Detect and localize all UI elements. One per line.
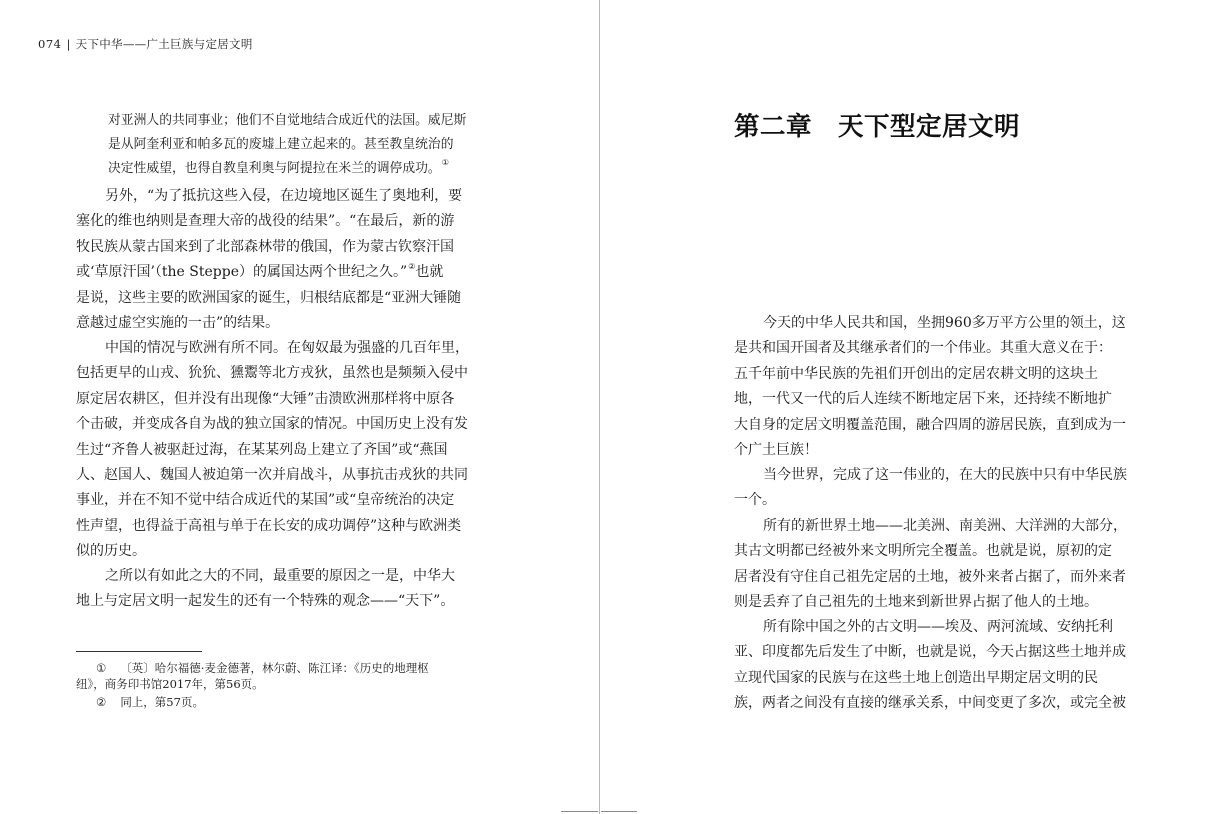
footnote-line: 纽》，商务印书馆2017年，第56页。 <box>76 677 264 692</box>
paragraph-line: 事业，并在不知不觉中结合成近代的某国”或“皇帝统治的决定 <box>76 492 455 509</box>
running-head-separator: | <box>66 37 71 51</box>
paragraph-line: 居者没有守住自己祖先定居的土地，被外来者占据了，而外来者 <box>734 568 1126 585</box>
footnote-rule <box>76 651 202 652</box>
paragraph-line: 是共和国开国者及其继承者们的一个伟业。其重大意义在于： <box>734 340 1112 357</box>
gutter-line <box>599 0 600 814</box>
book-title: 天下中华——广土巨族与定居文明 <box>75 37 253 51</box>
footnote-1 <box>76 660 429 693</box>
paragraph-line: 人、赵国人、魏国人被迫第一次并肩战斗，从事抗击戎狄的共同 <box>76 466 468 483</box>
quote-line: 对亚洲人的共同事业；他们不自觉地结合成近代的法国。威尼斯 <box>108 113 467 128</box>
page-edge-mark <box>561 811 598 812</box>
paragraph-line: 中国的情况与欧洲有所不同。在匈奴最为强盛的几百年里， <box>105 340 469 356</box>
paragraph <box>76 184 462 336</box>
paragraph-line: 意越过虚空实施的一击”的结果。 <box>76 314 280 331</box>
quote-line: 是从阿奎利亚和帕多瓦的废墟上建立起来的。甚至教皇统治的 <box>108 137 454 152</box>
paragraph-line: 或‘草原汗国’（the Steppe）的属国达两个世纪之久。”②也就 <box>76 262 444 281</box>
paragraph <box>734 311 1126 463</box>
paragraph-line: 亚、印度都先后发生了中断，也就是说，今天占据这些土地并成 <box>734 644 1126 661</box>
paragraph-line: 所有的新世界土地——北美洲、南美洲、大洋洲的大部分， <box>763 518 1127 534</box>
footnote-mark: ① <box>96 661 107 675</box>
paragraph-line: 个击破，并变成各自为战的独立国家的情况。中国历史上没有发 <box>76 416 468 433</box>
paragraph <box>734 514 1127 616</box>
footnote-2 <box>96 694 204 710</box>
paragraph-line: 个广土巨族！ <box>734 441 818 458</box>
paragraph-line: 之所以有如此之大的不同，最重要的原因之一是，中华大 <box>105 568 455 584</box>
footnote-ref-1[interactable]: ① <box>441 158 449 167</box>
footnote-mark: ② <box>96 695 107 709</box>
paragraph <box>76 336 469 565</box>
paragraph <box>734 463 1127 514</box>
paragraph-line: 是说，这些主要的欧洲国家的诞生，归根结底都是“亚洲大锤随 <box>76 289 462 306</box>
paragraph-line: 五千年前中华民族的先祖们开创出的定居农耕文明的这块土 <box>734 365 1098 382</box>
paragraph <box>734 615 1126 717</box>
paragraph-line: 生过“齐鲁人被驱赶过海，在某某列岛上建立了齐国”或“燕国 <box>76 441 448 458</box>
quote-line: 决定性威望，也得自教皇利奥与阿提拉在米兰的调停成功。① <box>108 158 449 176</box>
paragraph <box>76 564 455 615</box>
paragraph-line: 包括更早的山戎、狁狁、獯鬻等北方戎狄，虽然也是频频入侵中 <box>76 365 468 382</box>
paragraph-line: 牧民族从蒙古国来到了北部森林带的俄国，作为蒙古钦察汗国 <box>76 238 454 255</box>
left-page <box>0 0 598 814</box>
block-quote <box>108 109 466 181</box>
paragraph-line: 塞化的维也纳则是查理大帝的战役的结果”。“在最后，新的游 <box>76 213 455 230</box>
page-edge-mark <box>601 811 637 812</box>
paragraph-line: 大自身的定居文明覆盖范围，融合四周的游居民族，直到成为一 <box>734 416 1126 433</box>
running-head <box>38 36 253 52</box>
paragraph-line: 其古文明都已经被外来文明所完全覆盖。也就是说，原初的定 <box>734 543 1112 560</box>
paragraph-line: 地上与定居文明一起发生的还有一个特殊的观念——“天下”。 <box>76 593 455 610</box>
footnote-ref-2[interactable]: ② <box>408 262 416 272</box>
paragraph-line: 一个。 <box>734 492 776 509</box>
paragraph-line: 今天的中华人民共和国，坐拥960多万平方公里的领土，这 <box>763 315 1126 331</box>
paragraph-line: 族，两者之间没有直接的继承关系，中间变更了多次，或完全被 <box>734 695 1126 712</box>
paragraph-line: 另外，“为了抵抗这些入侵，在边境地区诞生了奥地利，要 <box>105 188 463 204</box>
footnote-line: ① 〔英〕哈尔福德·麦金德著，林尔蔚、陈江译：《历史的地理枢 <box>96 661 429 675</box>
paragraph-line: 地，一代又一代的后人连续不断地定居下来，还持续不断地扩 <box>734 391 1112 408</box>
footnote-line: ② 同上，第57页。 <box>96 695 204 709</box>
paragraph-line: 立现代国家的民族与在这些土地上创造出早期定居文明的民 <box>734 669 1098 686</box>
paragraph-line: 原定居农耕区，但并没有出现像“大锤”击溃欧洲那样将中原各 <box>76 390 455 407</box>
paragraph-line: 则是丢弃了自己祖先的土地来到新世界占据了他人的土地。 <box>734 594 1098 611</box>
paragraph-line: 所有除中国之外的古文明——埃及、两河流域、安纳托利 <box>763 619 1113 635</box>
chapter-title: 第二章 天下型定居文明 <box>734 112 1021 142</box>
right-page <box>601 0 1206 814</box>
paragraph-line: 性声望，也得益于高祖与单于在长安的成功调停”这种与欧洲类 <box>76 517 462 534</box>
page-number: 074 <box>38 37 62 51</box>
paragraph-line: 似的历史。 <box>76 543 146 560</box>
paragraph-line: 当今世界，完成了这一伟业的，在大的民族中只有中华民族 <box>763 467 1127 483</box>
